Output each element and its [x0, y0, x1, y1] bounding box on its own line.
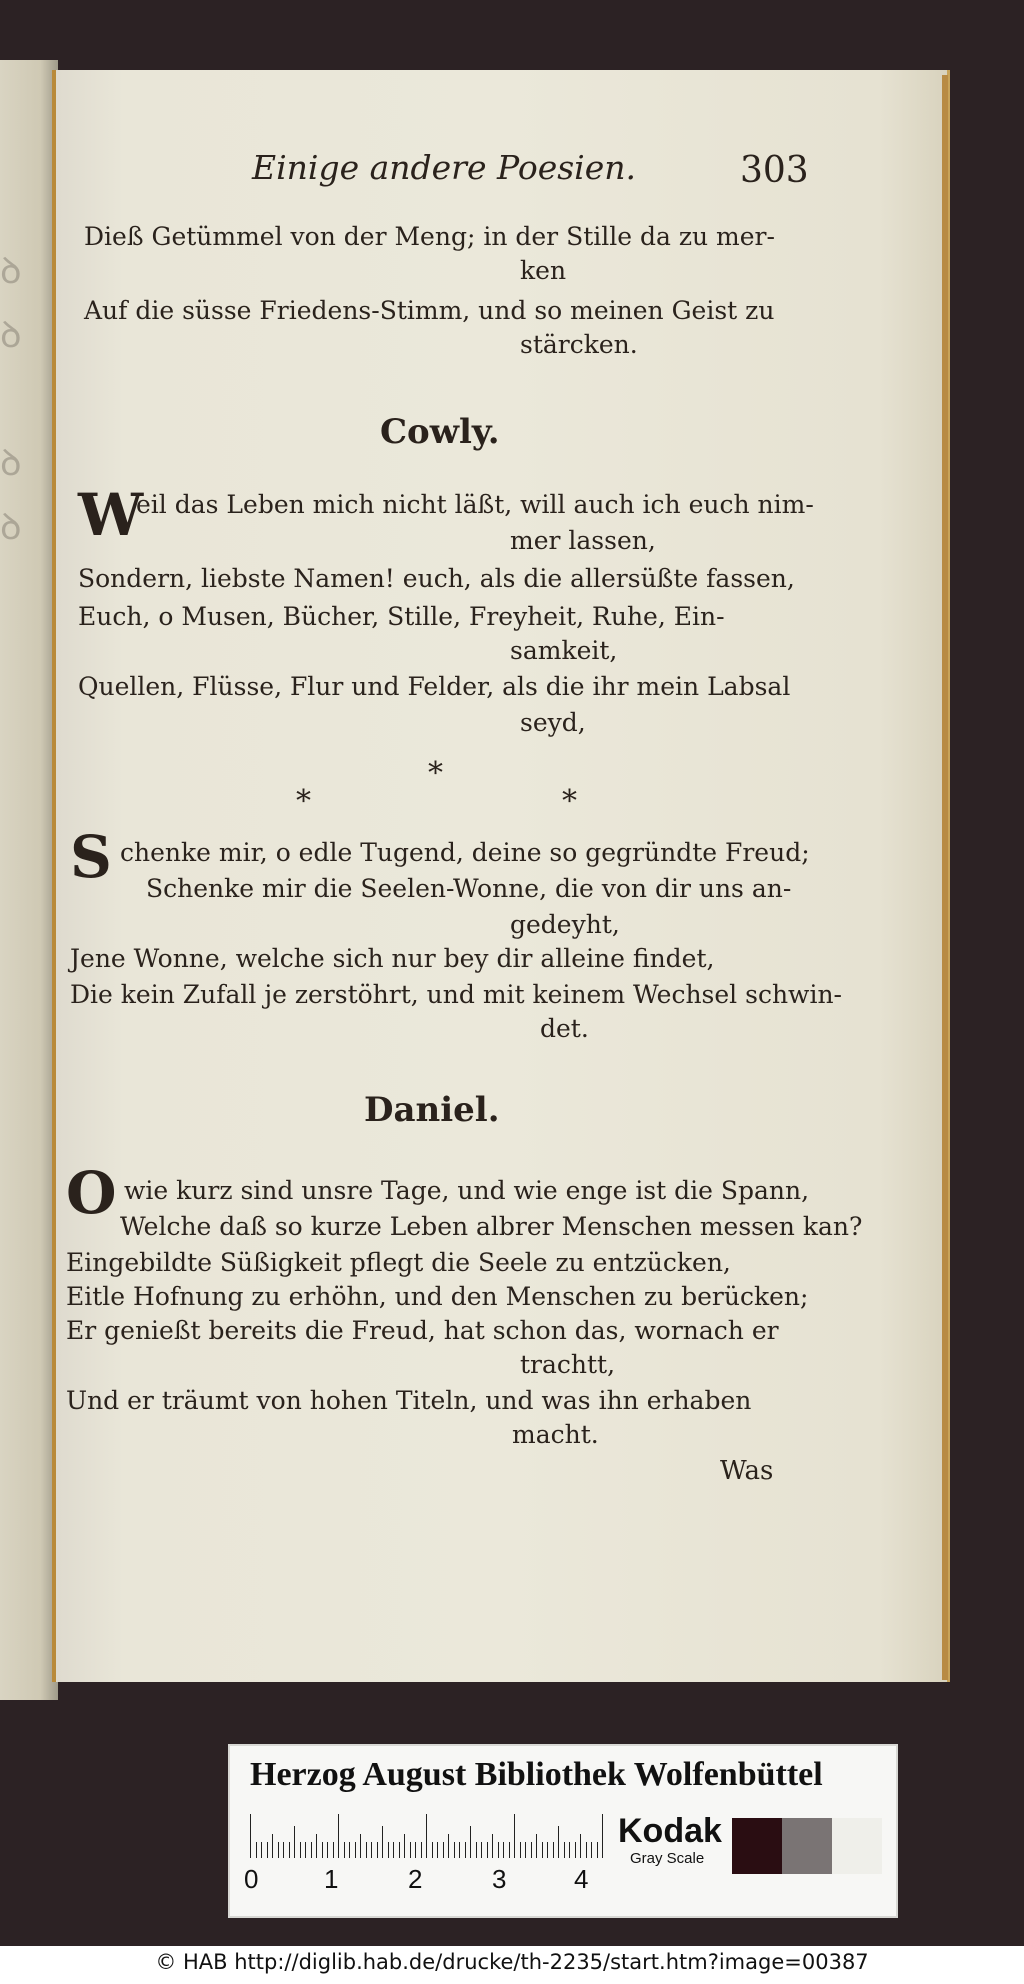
ruler-tick [327, 1842, 328, 1858]
ruler-number: 4 [574, 1864, 589, 1894]
drop-capital: O [66, 1159, 117, 1227]
ruler-tick [448, 1834, 449, 1858]
text-line: Auf die süsse Friedens-Stimm, und so meinen Geist zu [84, 296, 775, 325]
ruler-tick [294, 1826, 295, 1858]
asterism-star: * [296, 784, 311, 819]
color-target-card [228, 1744, 898, 1918]
ruler-number: 1 [324, 1864, 339, 1894]
ruler-tick [454, 1842, 455, 1858]
gray-patch [832, 1818, 882, 1874]
ruler-tick [338, 1814, 339, 1858]
left-page-edge [0, 60, 58, 1700]
text-line: seyd, [520, 708, 586, 737]
ruler-tick [564, 1842, 565, 1858]
ruler-tick [393, 1842, 394, 1858]
ruler-tick [509, 1842, 510, 1858]
ruler-tick [333, 1842, 334, 1858]
left-page-bleed: ꝺ ꝺ ꝺ ꝺ [0, 251, 22, 548]
ruler-tick [597, 1842, 598, 1858]
ruler-tick [283, 1842, 284, 1858]
text-line: wie kurz sind unsre Tage, und wie enge ist die Spann, [124, 1176, 810, 1205]
ruler-tick [437, 1842, 438, 1858]
ruler-tick [322, 1842, 323, 1858]
copyright-footer: © HAB http://diglib.hab.de/drucke/th-2235/start.htm?image=00387 [155, 1950, 869, 1974]
text-line: trachtt, [520, 1350, 616, 1379]
ruler-tick [542, 1842, 543, 1858]
ruler-tick [366, 1842, 367, 1858]
text-line: Er genießt bereits die Freud, hat schon das, wornach er [66, 1316, 779, 1345]
ruler-tick [459, 1842, 460, 1858]
ruler-tick [360, 1834, 361, 1858]
ruler-tick [525, 1842, 526, 1858]
ruler-tick [316, 1834, 317, 1858]
text-line: stärcken. [520, 330, 638, 359]
text-line: chenke mir, o edle Tugend, deine so gegründte Freud; [120, 838, 810, 867]
ruler [250, 1814, 610, 1858]
ruler-tick [432, 1842, 433, 1858]
ruler-tick [575, 1842, 576, 1858]
kodak-logo: Kodak [618, 1812, 722, 1850]
ruler-tick [256, 1842, 257, 1858]
ruler-tick [586, 1842, 587, 1858]
text-line: Euch, o Musen, Bücher, Stille, Freyheit, Ruhe, Ein- [78, 602, 725, 631]
ruler-tick [377, 1842, 378, 1858]
ruler-tick [344, 1842, 345, 1858]
text-line: det. [540, 1014, 589, 1043]
ruler-tick [514, 1814, 515, 1858]
text-line: Welche daß so kurze Leben albrer Menschen messen kan? [120, 1212, 863, 1241]
ruler-tick [289, 1842, 290, 1858]
ruler-tick [426, 1814, 427, 1858]
ruler-tick [300, 1842, 301, 1858]
drop-capital: S [70, 823, 112, 891]
ruler-tick [261, 1842, 262, 1858]
drop-capital: W [78, 481, 144, 549]
text-line: ken [520, 256, 567, 285]
catchword: Was [720, 1456, 774, 1486]
ruler-tick [355, 1842, 356, 1858]
ruler-tick [476, 1842, 477, 1858]
text-line: gedeyht, [510, 910, 620, 939]
ruler-tick [267, 1842, 268, 1858]
text-line: Sondern, liebste Namen! euch, als die allersüßte fassen, [78, 564, 795, 593]
ruler-tick [553, 1842, 554, 1858]
ruler-tick [250, 1814, 251, 1858]
page-number: 303 [740, 150, 809, 191]
ruler-tick [569, 1842, 570, 1858]
ruler-tick [404, 1834, 405, 1858]
ruler-tick [503, 1842, 504, 1858]
gray-scale-label: Gray Scale [630, 1850, 705, 1867]
ruler-tick [410, 1842, 411, 1858]
text-line: Eingebildte Süßigkeit pflegt die Seele zu entzücken, [66, 1248, 731, 1277]
page-edge-shadow [942, 75, 948, 1680]
ruler-tick [470, 1826, 471, 1858]
ruler-tick [272, 1834, 273, 1858]
text-line: Und er träumt von hohen Titeln, und was ihn erhaben [66, 1386, 752, 1415]
ruler-tick [388, 1842, 389, 1858]
ruler-tick [305, 1842, 306, 1858]
target-title: Herzog August Bibliothek Wolfenbüttel [250, 1756, 823, 1793]
ruler-tick [531, 1842, 532, 1858]
ruler-tick [498, 1842, 499, 1858]
text-line: Eitle Hofnung zu erhöhn, und den Menschen zu berücken; [66, 1282, 809, 1311]
ruler-number: 3 [492, 1864, 507, 1894]
ruler-tick [371, 1842, 372, 1858]
ruler-tick [415, 1842, 416, 1858]
text-line: Dieß Getümmel von der Meng; in der Stille da zu mer- [84, 222, 775, 251]
text-line: Quellen, Flüsse, Flur und Felder, als die ihr mein Labsal [78, 672, 791, 701]
ruler-tick [443, 1842, 444, 1858]
gray-patch [732, 1818, 782, 1874]
ruler-tick [547, 1842, 548, 1858]
section-heading: Daniel. [364, 1090, 500, 1130]
ruler-tick [349, 1842, 350, 1858]
asterism-star: * [562, 784, 577, 819]
asterism-star: * [428, 756, 443, 791]
ruler-tick [580, 1834, 581, 1858]
text-line: Jene Wonne, welche sich nur bey dir alleine findet, [70, 944, 715, 973]
text-line: samkeit, [510, 636, 618, 665]
text-line: Die kein Zufall je zerstöhrt, und mit keinem Wechsel schwin- [70, 980, 842, 1009]
ruler-number: 2 [408, 1864, 423, 1894]
ruler-tick [481, 1842, 482, 1858]
ruler-tick [492, 1834, 493, 1858]
ruler-tick [602, 1814, 603, 1858]
gray-patch [782, 1818, 832, 1874]
ruler-tick [591, 1842, 592, 1858]
section-heading: Cowly. [380, 412, 500, 452]
ruler-tick [487, 1842, 488, 1858]
ruler-tick [278, 1842, 279, 1858]
ruler-tick [311, 1842, 312, 1858]
ruler-tick [520, 1842, 521, 1858]
text-line: macht. [512, 1420, 599, 1449]
text-line: mer lassen, [510, 526, 656, 555]
ruler-tick [536, 1834, 537, 1858]
text-line: Schenke mir die Seelen-Wonne, die von dir uns an- [146, 874, 792, 903]
ruler-tick [465, 1842, 466, 1858]
ruler-number: 0 [244, 1864, 259, 1894]
ruler-tick [382, 1826, 383, 1858]
ruler-tick [399, 1842, 400, 1858]
ruler-tick [421, 1842, 422, 1858]
running-head: Einige andere Poesien. [252, 148, 636, 187]
text-line: eil das Leben mich nicht läßt, will auch ich euch nim- [136, 490, 814, 519]
ruler-tick [558, 1826, 559, 1858]
